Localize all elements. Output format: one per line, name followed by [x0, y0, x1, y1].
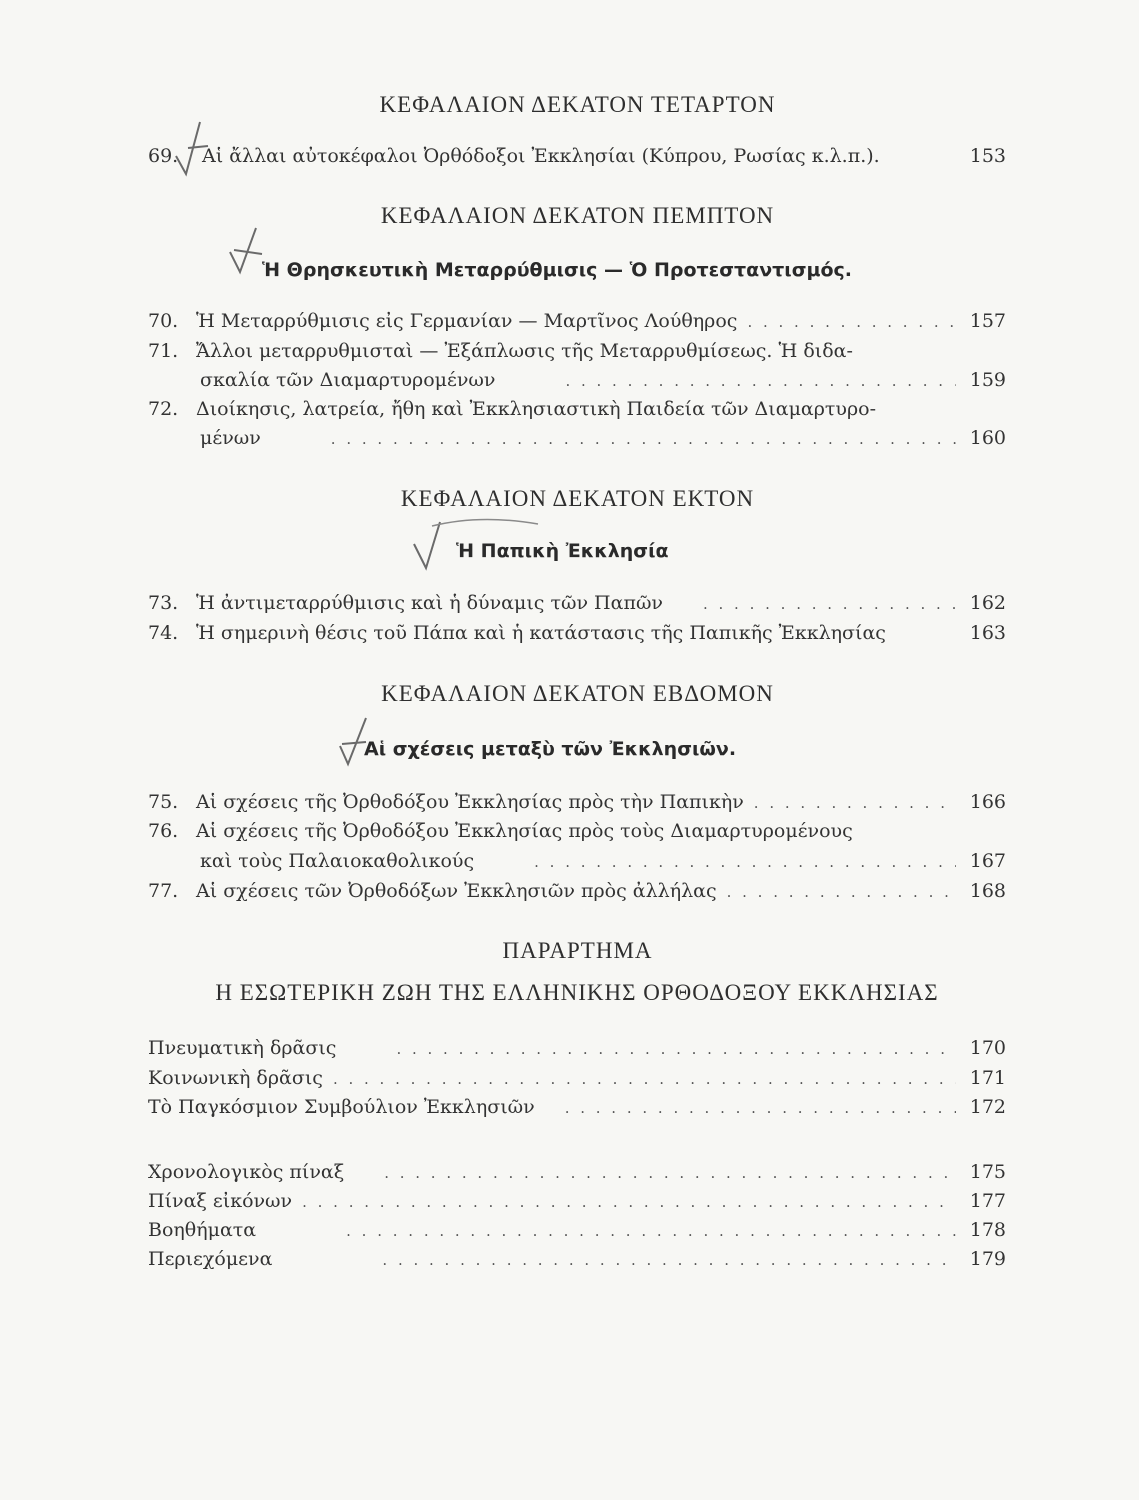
- entry-number: 71.: [148, 340, 179, 362]
- leader-dots: [565, 372, 956, 390]
- entry-page: 172: [969, 1096, 1006, 1118]
- entry-number: 70.: [148, 310, 179, 332]
- toc-entry-74[interactable]: [148, 622, 1006, 652]
- leader-dots: [703, 595, 956, 613]
- leader-dots: [302, 1193, 956, 1211]
- pencil-checkmark-icon: [336, 716, 372, 768]
- entry-number: 75.: [148, 791, 179, 813]
- entry-title: Ἡ σημερινὴ θέσις τοῦ Πάπα καὶ ἡ κατάστασις τῆς Παπικῆς Ἐκκλησίας: [196, 622, 886, 644]
- entry-title: Τὸ Παγκόσμιον Συμβούλιον Ἐκκλησιῶν: [148, 1096, 535, 1118]
- entry-title: Χρονολογικὸς πίναξ: [148, 1161, 345, 1183]
- entry-title: Κοινωνικὴ δρᾶσις: [148, 1067, 323, 1089]
- chapter-heading-15: ΚΕΦΑΛΑΙΟΝ ΔΕΚΑΤΟΝ ΠΕΜΠΤΟΝ: [380, 203, 775, 228]
- toc-entry-71[interactable]: [148, 340, 1006, 370]
- entry-page: 167: [969, 850, 1006, 872]
- toc-entry-backmatter-1[interactable]: [148, 1161, 1006, 1191]
- leader-dots: [727, 883, 956, 901]
- toc-entry-76[interactable]: [148, 820, 1006, 850]
- entry-page: 171: [969, 1067, 1006, 1089]
- entry-page: 157: [969, 310, 1006, 332]
- entry-title: Ἡ Μεταρρύθμισις εἰς Γερμανίαν — Μαρτῖνος Λούθηρος: [196, 310, 738, 332]
- toc-entry-76-continued[interactable]: [200, 850, 1006, 880]
- leader-dots: [754, 794, 956, 812]
- entry-title: Αἱ σχέσεις τῆς Ὀρθοδόξου Ἐκκλησίας πρὸς τοὺς Διαμαρτυρομένους: [196, 820, 853, 842]
- entry-title: Πνευματικὴ δρᾶσις: [148, 1037, 337, 1059]
- chapter-heading-16: ΚΕΦΑΛΑΙΟΝ ΔΕΚΑΤΟΝ ΕΚΤΟΝ: [400, 486, 755, 511]
- entry-title: Διοίκησις, λατρεία, ἤθη καὶ Ἐκκλησιαστικὴ Παιδεία τῶν Διαμαρτυρο-: [196, 398, 877, 420]
- entry-page: 178: [969, 1219, 1006, 1241]
- entry-title: Περιεχόμενα: [148, 1248, 273, 1270]
- entry-page: 166: [969, 791, 1006, 813]
- pencil-checkmark-icon: [410, 514, 550, 574]
- leader-dots: [382, 1251, 956, 1269]
- chapter-subtitle-16: Ἡ Παπικὴ Ἐκκλησία: [456, 540, 669, 562]
- appendix-heading: ΠΑΡΑΡΤΗΜΑ: [502, 938, 653, 963]
- toc-entry-backmatter-2[interactable]: [148, 1190, 1006, 1220]
- entry-title-continued: μένων: [200, 427, 261, 449]
- entry-page: 153: [969, 145, 1006, 167]
- entry-page: 160: [969, 427, 1006, 449]
- entry-page: 159: [969, 369, 1006, 391]
- leader-dots: [534, 853, 956, 871]
- entry-number: 73.: [148, 592, 179, 614]
- entry-number: 72.: [148, 398, 179, 420]
- pencil-checkmark-icon: [172, 118, 212, 180]
- entry-page: 179: [969, 1248, 1006, 1270]
- leader-dots: [565, 1099, 956, 1117]
- chapter-heading-17: ΚΕΦΑΛΑΙΟΝ ΔΕΚΑΤΟΝ ΕΒΔΟΜΟΝ: [381, 681, 774, 706]
- entry-number: 69.: [148, 145, 179, 167]
- pencil-checkmark-icon: [228, 226, 270, 282]
- entry-title-continued: σκαλία τῶν Διαμαρτυρομένων: [200, 369, 496, 391]
- entry-title: Ἡ ἀντιμεταρρύθμισις καὶ ἡ δύναμις τῶν Παπῶν: [196, 592, 663, 614]
- chapter-subtitle-17: Αἱ σχέσεις μεταξὺ τῶν Ἐκκλησιῶν.: [364, 738, 737, 760]
- entry-title: Αἱ ἄλλαι αὐτοκέφαλοι Ὀρθόδοξοι Ἐκκλησίαι (Κύπρου, Ρωσίας κ.λ.π.).: [202, 145, 880, 167]
- leader-dots: [384, 1164, 956, 1182]
- toc-entry-appendix-2[interactable]: [148, 1067, 1006, 1097]
- toc-entry-backmatter-4[interactable]: [148, 1248, 1006, 1278]
- entry-title: Ἄλλοι μεταρρυθμισταὶ — Ἐξάπλωσις τῆς Μεταρρυθμίσεως. Ἡ διδα-: [196, 340, 853, 362]
- leader-dots: [346, 1222, 956, 1240]
- entry-page: 162: [969, 592, 1006, 614]
- entry-title: Αἱ σχέσεις τῶν Ὀρθοδόξων Ἐκκλησιῶν πρὸς ἀλλήλας: [196, 880, 717, 902]
- toc-entry-70[interactable]: [148, 310, 1006, 340]
- appendix-title: Η ΕΣΩΤΕΡΙΚΗ ΖΩΗ ΤΗΣ ΕΛΛΗΝΙΚΗΣ ΟΡΘΟΔΟΞΟΥ ΕΚΚΛΗΣΙΑΣ: [215, 980, 939, 1005]
- entry-title: Πίναξ εἰκόνων: [148, 1190, 293, 1212]
- entry-title: Αἱ σχέσεις τῆς Ὀρθοδόξου Ἐκκλησίας πρὸς τὴν Παπικὴν: [196, 791, 744, 813]
- toc-entry-appendix-3[interactable]: [148, 1096, 1006, 1126]
- entry-page: 177: [969, 1190, 1006, 1212]
- toc-entry-72[interactable]: [148, 398, 1006, 428]
- entry-number: 74.: [148, 622, 179, 644]
- leader-dots: [396, 1040, 956, 1058]
- toc-entry-appendix-1[interactable]: [148, 1037, 1006, 1067]
- entry-page: 168: [969, 880, 1006, 902]
- entry-title-continued: καὶ τοὺς Παλαιοκαθολικούς: [200, 850, 475, 872]
- toc-entry-75[interactable]: [148, 791, 1006, 821]
- toc-entry-backmatter-3[interactable]: [148, 1219, 1006, 1249]
- toc-entry-72-continued[interactable]: [200, 427, 1006, 457]
- entry-number: 76.: [148, 820, 179, 842]
- chapter-heading-14: ΚΕΦΑΛΑΙΟΝ ΔΕΚΑΤΟΝ ΤΕΤΑΡΤΟΝ: [379, 92, 776, 117]
- toc-entry-77[interactable]: [148, 880, 1006, 910]
- entry-title: Βοηθήματα: [148, 1219, 257, 1241]
- leader-dots: [333, 1070, 956, 1088]
- toc-entry-71-continued[interactable]: [200, 369, 1006, 399]
- chapter-subtitle-15: Ἡ Θρησκευτικὴ Μεταρρύθμισις — Ὁ Προτεσταντισμός.: [262, 259, 853, 281]
- toc-entry-69[interactable]: [148, 145, 1006, 175]
- entry-number: 77.: [148, 880, 179, 902]
- entry-page: 175: [969, 1161, 1006, 1183]
- entry-page: 163: [969, 622, 1006, 644]
- leader-dots: [747, 313, 956, 331]
- toc-entry-73[interactable]: [148, 592, 1006, 622]
- entry-page: 170: [969, 1037, 1006, 1059]
- leader-dots: [331, 430, 956, 448]
